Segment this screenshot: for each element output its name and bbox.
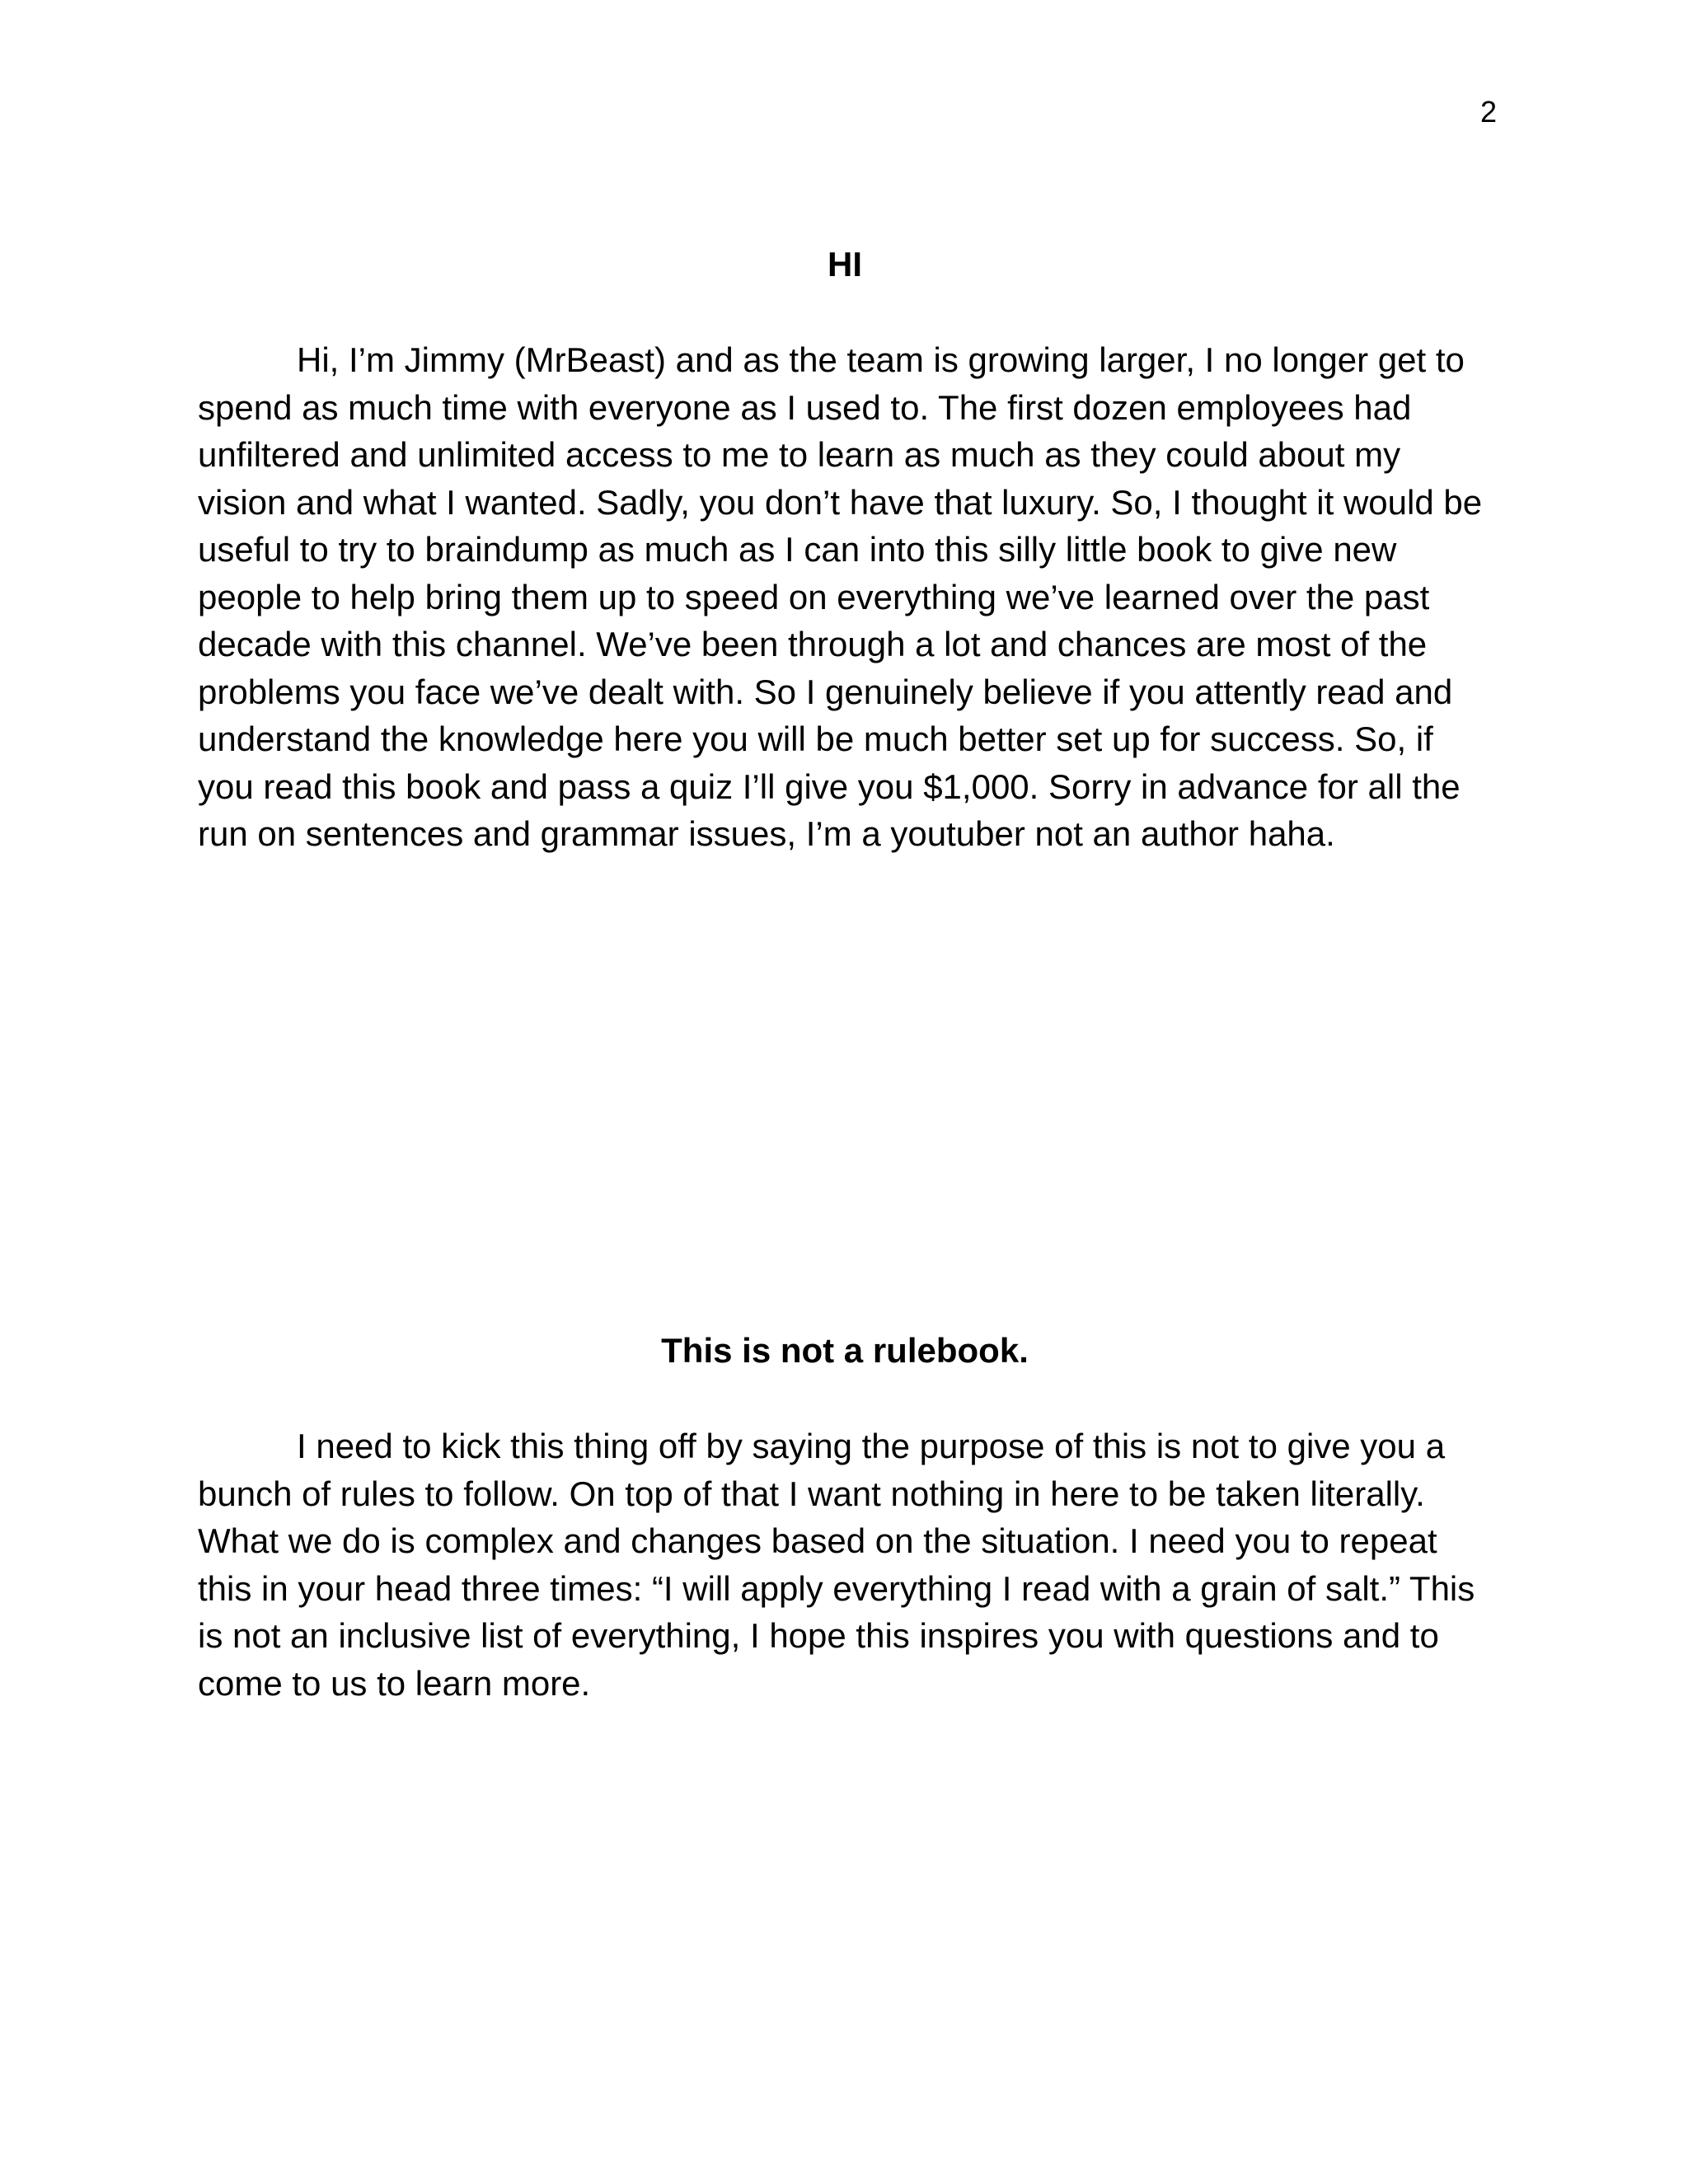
intro-paragraph: Hi, I’m Jimmy (MrBeast) and as the team is growing larger, I no longer get to spend as much time with everyone as I used to. The first dozen employees had unfiltered and unlimited access to me to learn as much as they could about my vision and what I wanted. Sadly, you don’t have that luxury. So, I thought it would be useful to try to braindump as much as I can into this silly little book to give new people to help bring them up to speed on everything we’ve learned over the past decade with this channel. We’ve been through a lot and chances are most of the problems you face we’ve dealt with. So I genuinely believe if you attently read and understand the knowledge here you will be much better set up for success. So, if you read this book and pass a quiz I’ll give you $1,000. Sorry in advance for all the run on sentences and grammar issues, I’m a youtuber not an author haha. bbox=[198, 340, 1483, 853]
section-heading-hi: HI bbox=[828, 245, 862, 284]
section-heading-not-rulebook: This is not a rulebook. bbox=[661, 1331, 1029, 1370]
not-rulebook-paragraph: I need to kick this thing off by saying the purpose of this is not to give you a bunch of rules to follow. On top of that I want nothing in here to be taken literally. What we do is complex and changes based on the situation. I need you to repeat this in your head three times: “I will apply everything I read with a grain of salt.” This is not an inclusive list of everything, I hope this inspires you with questions and to come to us to learn more. bbox=[198, 1427, 1475, 1703]
page-number: 2 bbox=[1479, 95, 1497, 129]
